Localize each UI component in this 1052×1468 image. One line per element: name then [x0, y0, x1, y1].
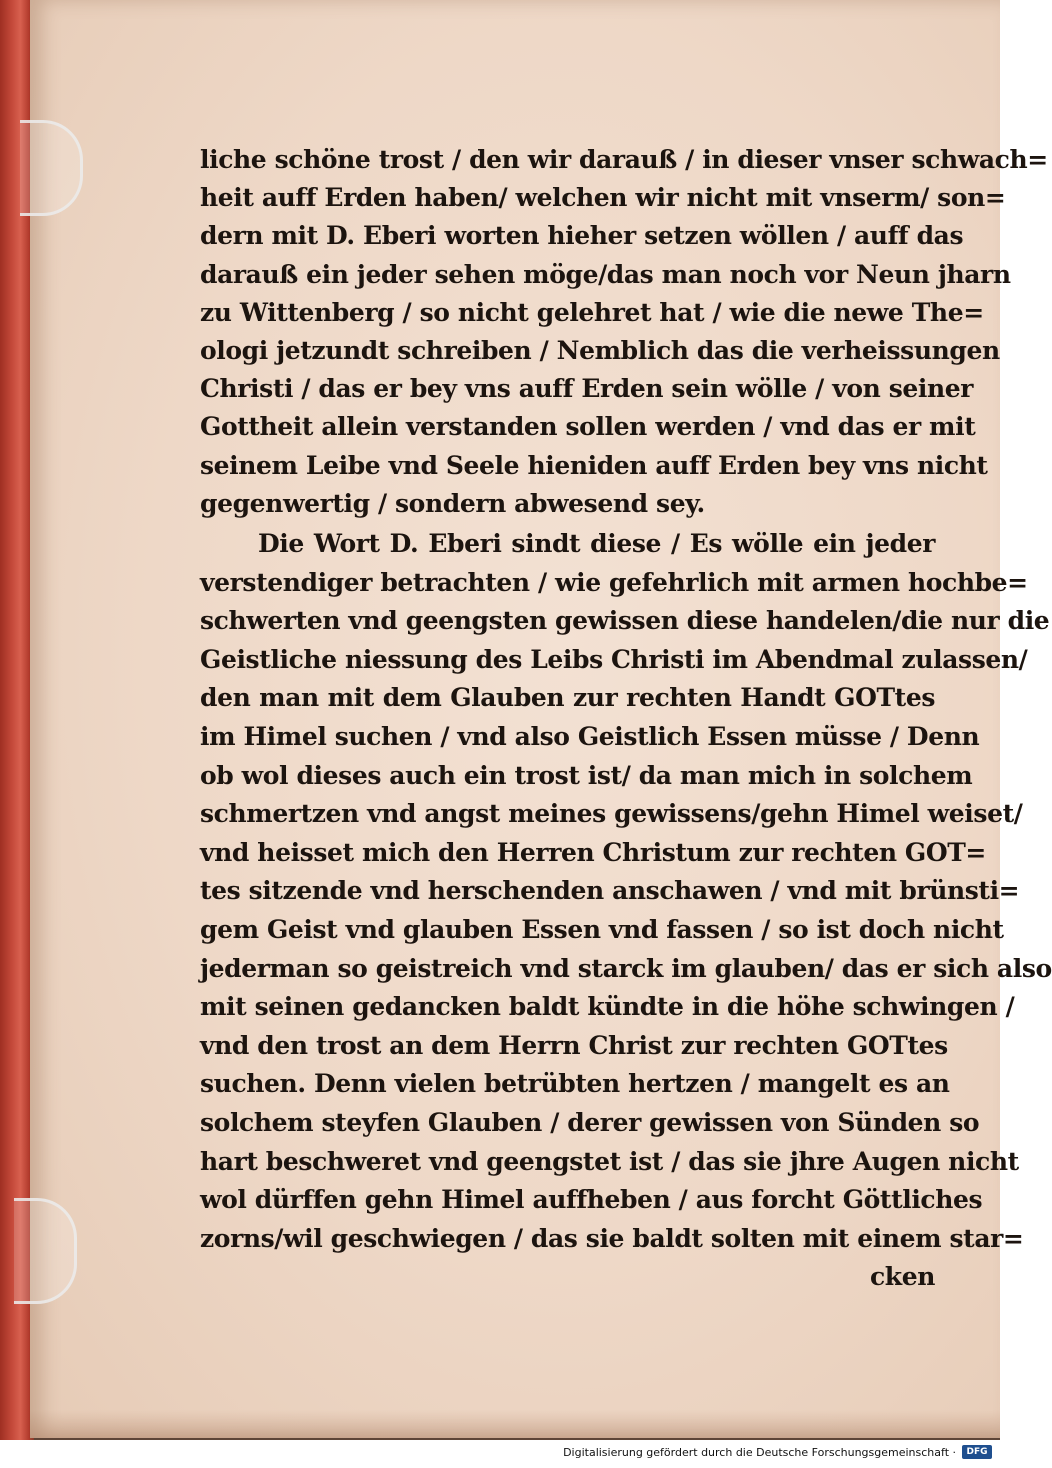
text-line: gem Geist vnd glauben Essen vnd fassen / so ist doch nicht: [200, 914, 1004, 944]
text-line: vnd den trost an dem Herrn Christ zur rechten GOTtes: [200, 1030, 948, 1060]
catchword: cken: [869, 1262, 935, 1292]
text-line: tes sitzende vnd herschenden anschawen / vnd mit brünsti=: [200, 876, 1020, 906]
funding-notice: Digitalisierung gefördert durch die Deutsche Forschungsgemeinschaft ·: [563, 1446, 956, 1459]
text-line: Die Wort D. Eberi sindt diese / Es wölle ein jeder: [258, 529, 935, 558]
text-line: im Himel suchen / vnd also Geistlich Essen müsse / Denn: [200, 721, 980, 751]
paragraph-2: [200, 525, 1052, 1297]
text-line: gegenwertig / sondern abwesend sey.: [200, 488, 705, 518]
text-line: schwerten vnd geengsten gewissen diese handelen/die nur die: [200, 606, 1050, 636]
text-line: seinem Leibe vnd Seele hieniden auff Erden bey vns nicht: [200, 450, 988, 480]
page-clip-bottom: [14, 1198, 77, 1304]
page-bottom-shadow: [30, 1410, 1000, 1440]
text-line: zu Wittenberg / so nicht gelehret hat / wie die newe The=: [200, 297, 984, 327]
text-line: vnd heisset mich den Herren Christum zur rechten GOT=: [200, 837, 986, 867]
page-clip-top: [20, 120, 83, 216]
text-line: suchen. Denn vielen betrübten hertzen / mangelt es an: [200, 1069, 950, 1099]
text-line: verstendiger betrachten / wie gefehrlich mit armen hochbe=: [200, 567, 1028, 597]
dfg-logo: DFG: [962, 1445, 992, 1459]
text-line: heit auff Erden haben/ welchen wir nicht mit vnserm/ son=: [200, 183, 1006, 213]
text-line: solchem steyfen Glauben / derer gewissen von Sünden so: [200, 1107, 980, 1137]
text-line: Geistliche niessung des Leibs Christi im Abendmal zulassen/: [200, 644, 1028, 674]
text-line: dern mit D. Eberi worten hieher setzen wöllen / auff das: [200, 221, 964, 251]
text-line: jederman so geistreich vnd starck im glauben/ das er sich also: [200, 953, 1052, 983]
text-line: Gottheit allein verstanden sollen werden / vnd das er mit: [200, 412, 976, 442]
text-line: liche schöne trost / den wir darauß / in dieser vnser schwach=: [200, 145, 1048, 174]
text-line: ologi jetzundt schreiben / Nemblich das die verheissungen: [200, 335, 1000, 365]
paragraph-1: [200, 141, 1048, 523]
footer-bar: [0, 1440, 1000, 1468]
text-line: Christi / das er bey vns auff Erden sein wölle / von seiner: [200, 374, 974, 404]
text-line: darauß ein jeder sehen möge/das man noch vor Neun jharn: [200, 259, 1011, 289]
text-line: mit seinen gedancken baldt kündte in die höhe schwingen /: [200, 992, 1015, 1022]
text-line: schmertzen vnd angst meines gewissens/gehn Himel weiset/: [200, 799, 1023, 829]
text-line: den man mit dem Glauben zur rechten Handt GOTtes: [200, 683, 935, 713]
text-line: hart beschweret vnd geengstet ist / das sie jhre Augen nicht: [200, 1146, 1019, 1176]
text-line: ob wol dieses auch ein trost ist/ da man mich in solchem: [200, 760, 973, 790]
text-line: zorns/wil geschwiegen / das sie baldt solten mit einem star=: [200, 1223, 1024, 1253]
text-line: wol dürffen gehn Himel auffheben / aus forcht Göttliches: [200, 1185, 983, 1215]
